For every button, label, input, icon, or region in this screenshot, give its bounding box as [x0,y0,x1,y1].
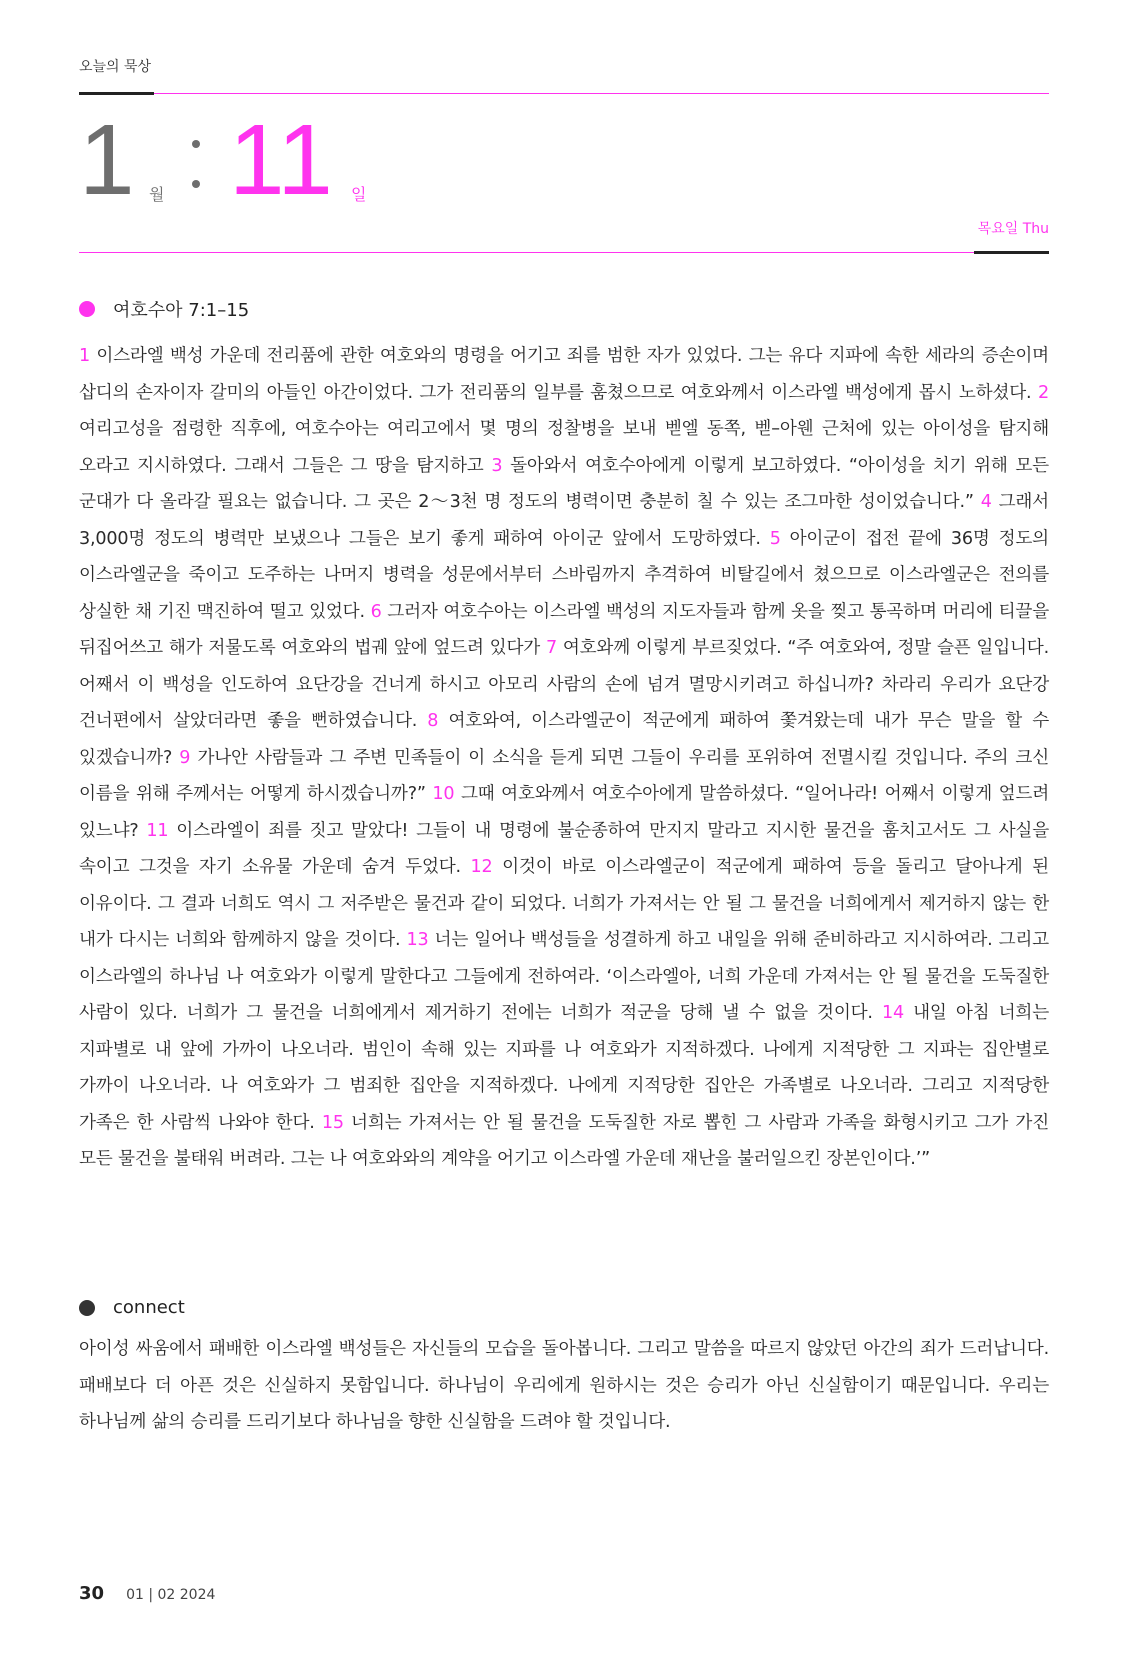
verse-text: 여리고성을 점령한 직후에, 여호수아는 여리고에서 몇 명의 정찰병을 보내 벧엘 동쪽, 벧–아웬 근처에 있는 아이성을 탐지해 오라고 지시하였다. 그래서 그들은 그 땅을 탐지하고 [79,419,1049,476]
verse-number: 11 [146,820,169,841]
bullet-icon [79,1300,95,1316]
verse-number: 12 [470,857,493,877]
date-divider-accent [974,251,1049,254]
connect-heading [79,1297,185,1318]
verse-text: 여호와여, 이스라엘군이 적군에게 패하여 쫓겨왔는데 내가 무슨 말을 할 수 있겠습니까? [79,711,1049,768]
day-unit: 일 [351,185,367,204]
verse-number: 6 [370,601,382,622]
verse-number: 3 [491,455,503,476]
verse-number: 8 [427,711,439,731]
date-colon [192,140,200,188]
issue-date: 01 | 02 2024 [126,1587,216,1603]
verse-number: 14 [881,1003,904,1023]
verse-text: 돌아와서 여호수아에게 이렇게 보고하였다. “아이성을 치기 위해 모든 군대가 다 올라갈 필요는 없습니다. 그 곳은 2～3천 명 정도의 병력이면 충분히 칠 수 있는 조그마한 성이었습니다.” [79,455,1049,512]
scripture-reference: 여호수아 7:1–15 [113,300,250,321]
verse-text: 이것이 바로 이스라엘군이 적군에게 패하여 등을 돌리고 달아나게 된 이유이다. 그 결과 너희도 역시 그 저주받은 물건과 같이 되었다. 너희가 가져서는 안 될 그 물건을 너희에게서 제거하지 않는 한 내가 다시는 너희와 함께하지 않을 것이다. [79,857,1049,950]
date-divider [79,252,1049,253]
scripture-heading [79,296,249,322]
verse-number: 1 [79,346,90,366]
verse-number: 10 [432,784,455,804]
verse-text: 그러자 여호수아는 이스라엘 백성의 지도자들과 함께 옷을 찢고 통곡하며 머리에 티끌을 뒤집어쓰고 해가 저물도록 여호와의 법궤 앞에 엎드려 있다가 [79,601,1049,658]
month-number: 1 [79,104,135,216]
top-divider [79,93,1049,94]
connect-title: connect [113,1297,185,1318]
date-display [79,104,1049,216]
day-number: 11 [229,104,333,216]
verse-text: 여호와께 이렇게 부르짖었다. “주 여호와여, 정말 슬픈 일입니다. 어째서 이 백성을 인도하여 요단강을 건너게 하시고 아모리 사람의 손에 넘겨 멸망시키려고 하십니까? 차라리 우리가 요단강 건너편에서 살았더라면 좋을 뻔하였습니다. [79,638,1049,731]
connect-text: 아이성 싸움에서 패배한 이스라엘 백성들은 자신들의 모습을 돌아봅니다. 그리고 말씀을 따르지 않았던 아간의 죄가 드러납니다. 패배보다 더 아픈 것은 신실하지 못함입니다. 하나님이 우리에게 원하시는 것은 승리가 아닌 신실함이기 때문입니다. 우리는 하나님께 삶의 승리를 드리기보다 하나님을 향한 신실함을 드려야 할 것입니다. [79,1339,1049,1432]
verse-text: 너는 일어나 백성들을 성결하게 하고 내일을 위해 준비하라고 지시하여라. 그리고 이스라엘의 하나님 나 여호와가 이렇게 말한다고 그들에게 전하여라. ‘이스라엘아, 너희 가운데 가져서는 안 될 물건을 도둑질한 사람이 있다. 너희가 그 물건을 너희에게서 제거하기 전에는 너희가 적군을 당해 낼 수 없을 것이다. [79,930,1049,1023]
verse-number: 7 [545,638,557,658]
page-footer [79,1583,215,1604]
month-unit: 월 [149,185,165,204]
verse-text: 아이군이 접전 끝에 36명 정도의 이스라엘군을 죽이고 도주하는 나머지 병력을 성문에서부터 스바림까지 추격하여 비탈길에서 쳤으므로 이스라엘군은 전의를 상실한 채 기진 맥진하여 떨고 있었다. [79,528,1049,622]
verse-number: 9 [179,747,191,768]
verse-text: 이스라엘이 죄를 짓고 말았다! 그들이 내 명령에 불순종하여 만지지 말라고 지시한 물건을 훔치고서도 그 사실을 속이고 그것을 자기 소유물 가운데 숨겨 두었다. [79,820,1049,877]
verse-text: 그래서 3,000명 정도의 병력만 보냈으나 그들은 보기 좋게 패하여 아이군 앞에서 도망하였다. [79,492,1049,549]
top-divider-accent [79,92,154,95]
verse-text: 이스라엘 백성 가운데 전리품에 관한 여호와의 명령을 어기고 죄를 범한 자가 있었다. 그는 유다 지파에 속한 세라의 증손이며 삽디의 손자이자 갈미의 아들인 아간이었다. 그가 전리품의 일부를 훔쳤으므로 여호와께서 이스라엘 백성에게 몹시 노하셨다. [79,346,1049,403]
verse-number: 15 [321,1112,344,1133]
bullet-icon [79,301,95,317]
verse-text: 가나안 사람들과 그 주변 민족들이 이 소식을 듣게 되면 그들이 우리를 포위하여 전멸시킬 것입니다. 주의 크신 이름을 위해 주께서는 어떻게 하시겠습니까?” [79,747,1049,804]
verse-number: 2 [1038,382,1049,403]
verse-number: 5 [769,528,781,549]
scripture-text [79,338,1049,1178]
verse-number: 4 [980,492,992,512]
verse-text: 내일 아침 너희는 지파별로 내 앞에 가까이 나오너라. 범인이 속해 있는 지파를 나 여호와가 지적하겠다. 나에게 지적당한 그 지파는 집안별로 가까이 나오너라. 나 여호와가 그 범죄한 집안을 지적하겠다. 나에게 지적당한 집안은 가족별로 나오너라. 그리고 지적당한 가족은 한 사람씩 나와야 한다. [79,1003,1049,1133]
page-number: 30 [79,1583,105,1604]
section-label: 오늘의 묵상 [79,59,152,75]
verse-number: 13 [406,930,429,950]
weekday-label: 목요일 Thu [977,221,1049,237]
verse-text: 그때 여호와께서 여호수아에게 말씀하셨다. “일어나라! 어째서 이렇게 엎드려 있느냐? [79,784,1049,841]
verse-text: 너희는 가져서는 안 될 물건을 도둑질한 자로 뽑힌 그 사람과 가족을 화형시키고 그가 가진 모든 물건을 불태워 버려라. 그는 나 여호와와의 계약을 어기고 이스라엘 가운데 재난을 불러일으킨 장본인이다.’” [79,1112,1049,1169]
